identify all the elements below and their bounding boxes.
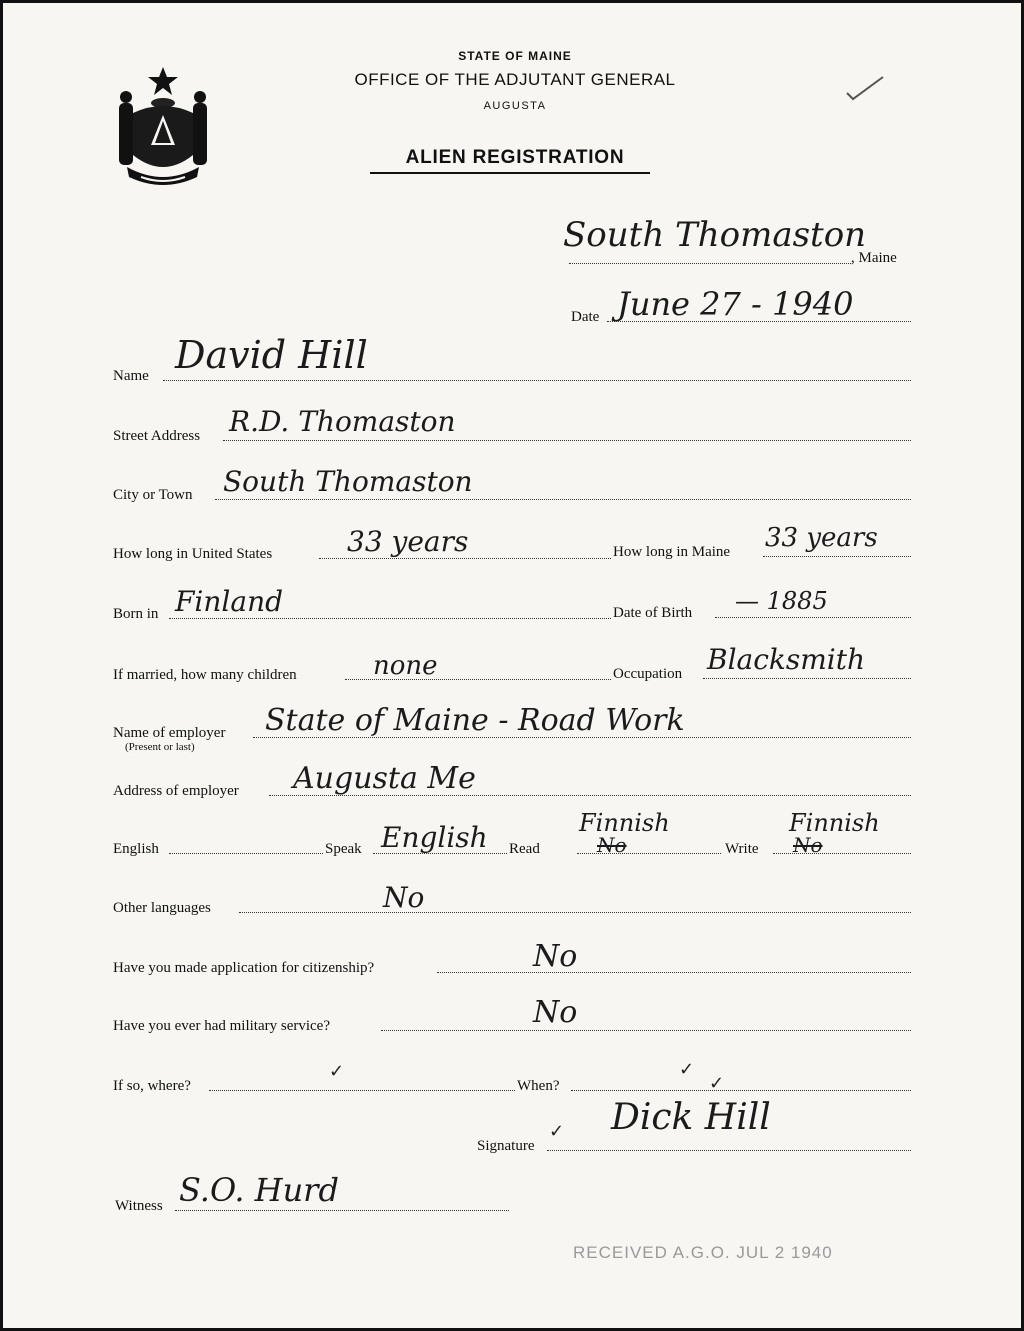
write-above-entry: Finnish (789, 809, 880, 837)
date-of-birth-line (715, 617, 911, 618)
signature-line (547, 1150, 911, 1151)
how-long-maine-label: How long in Maine (613, 544, 731, 560)
town-line (569, 263, 851, 264)
military-line (381, 1030, 911, 1031)
check-mark-icon: ✓ (679, 1059, 695, 1080)
signature-entry: Dick Hill (611, 1097, 771, 1138)
employer-address-line (269, 795, 911, 796)
employer-address-label: Address of employer (113, 783, 239, 799)
if-so-where-label: If so, where? (113, 1078, 191, 1094)
name-line (163, 380, 911, 381)
city-or-town-label: City or Town (113, 487, 193, 503)
speak-entry: English (381, 821, 488, 854)
citizenship-entry: No (533, 939, 578, 974)
born-in-entry: Finland (175, 585, 284, 618)
date-of-birth-label: Date of Birth (613, 605, 693, 621)
header-city: AUGUSTA (483, 100, 547, 112)
occupation-line (703, 678, 911, 679)
when-line (571, 1090, 911, 1091)
citizenship-line (437, 972, 911, 973)
town-entry: South Thomaston (563, 215, 867, 255)
speak-label: Speak (325, 841, 362, 857)
how-long-maine-entry: 33 years (765, 523, 878, 553)
write-line (773, 853, 911, 854)
check-mark-icon: ✓ (329, 1061, 345, 1082)
signature-label: Signature (477, 1138, 535, 1154)
street-address-label: Street Address (113, 428, 201, 444)
read-line (577, 853, 721, 854)
other-languages-entry: No (383, 881, 425, 914)
city-or-town-line (215, 499, 911, 500)
how-long-us-line (319, 558, 611, 559)
witness-entry: S.O. Hurd (179, 1171, 339, 1209)
received-stamp: RECEIVED A.G.O. JUL 2 1940 (573, 1243, 833, 1262)
check-mark-icon: ✓ (709, 1073, 725, 1094)
date-entry: June 27 - 1940 (617, 285, 854, 323)
street-address-line (223, 440, 911, 441)
children-entry: none (373, 651, 438, 681)
citizenship-label: Have you made application for citizenship? (113, 960, 375, 976)
witness-label: Witness (115, 1198, 163, 1214)
check-mark-icon: ✓ (549, 1121, 565, 1142)
married-children-label: If married, how many children (113, 667, 297, 683)
other-languages-line (239, 912, 911, 913)
speak-line (373, 853, 507, 854)
how-long-us-label: How long in United States (113, 546, 273, 562)
witness-line (175, 1210, 509, 1211)
employer-note: (Present or last) (125, 741, 195, 753)
header-office: OFFICE OF THE ADJUTANT GENERAL (354, 70, 676, 89)
street-address-entry: R.D. Thomaston (229, 405, 456, 438)
other-languages-label: Other languages (113, 900, 211, 916)
write-entry: No (793, 833, 823, 857)
read-above-entry: Finnish (579, 809, 670, 837)
when-label: When? (517, 1078, 560, 1094)
read-label: Read (509, 841, 540, 857)
born-in-label: Born in (113, 606, 159, 622)
name-label: Name (113, 368, 149, 384)
occupation-entry: Blacksmith (707, 643, 866, 676)
maine-label: , Maine (851, 250, 897, 266)
title-underline (370, 172, 650, 174)
how-long-us-entry: 33 years (347, 525, 469, 558)
read-entry: No (597, 833, 627, 857)
military-entry: No (533, 995, 578, 1030)
occupation-label: Occupation (613, 666, 683, 682)
employer-entry: State of Maine - Road Work (265, 703, 685, 738)
name-entry: David Hill (175, 333, 368, 377)
if-so-where-line (209, 1090, 515, 1091)
children-line (345, 679, 611, 680)
city-or-town-entry: South Thomaston (223, 465, 473, 498)
form-title: ALIEN REGISTRATION (405, 147, 625, 168)
date-of-birth-entry: — 1885 (735, 587, 828, 615)
how-long-maine-line (763, 556, 911, 557)
header-state: STATE OF MAINE (458, 49, 572, 63)
employer-label: Name of employer (113, 725, 226, 741)
date-label: Date (571, 309, 600, 325)
employer-line (253, 737, 911, 738)
english-label: English (113, 841, 159, 857)
employer-address-entry: Augusta Me (293, 761, 476, 796)
military-label: Have you ever had military service? (113, 1018, 330, 1034)
born-in-line (169, 618, 611, 619)
english-line (169, 853, 323, 854)
date-line (607, 321, 911, 322)
write-label: Write (725, 841, 759, 857)
